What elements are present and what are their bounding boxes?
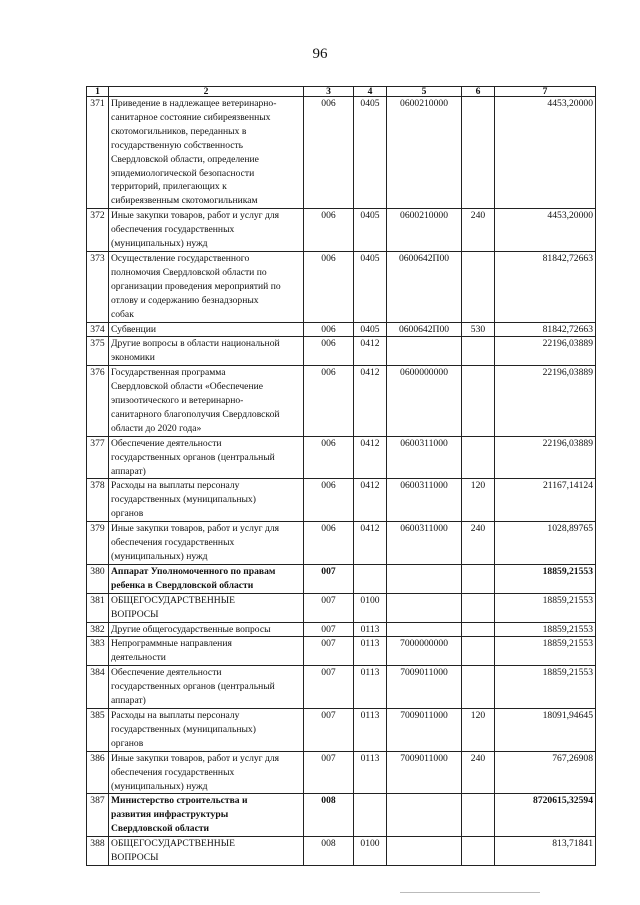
section-code-cell: 0113 bbox=[354, 622, 387, 637]
section-code-cell: 0412 bbox=[354, 366, 387, 437]
target-code-cell: 0600210000 bbox=[387, 97, 462, 209]
row-name-line: Иные закупки товаров, работ и услуг для bbox=[111, 210, 280, 222]
table-row bbox=[87, 794, 596, 837]
row-name-line: Непрограммные направления bbox=[111, 638, 232, 650]
section-code-cell: 0405 bbox=[354, 322, 387, 337]
ministry-code-cell: 006 bbox=[304, 209, 354, 252]
expense-type-cell: 240 bbox=[462, 522, 495, 565]
row-name-cell bbox=[109, 322, 304, 337]
ministry-code-cell: 006 bbox=[304, 337, 354, 366]
table-row bbox=[87, 337, 596, 366]
expense-type-cell bbox=[462, 622, 495, 637]
row-name-cell bbox=[109, 794, 304, 837]
amount-cell: 18859,21553 bbox=[495, 666, 596, 709]
budget-table bbox=[86, 86, 596, 866]
expense-type-cell: 120 bbox=[462, 708, 495, 751]
row-name-line: органов bbox=[111, 508, 144, 520]
ministry-code-cell: 006 bbox=[304, 522, 354, 565]
expense-type-cell bbox=[462, 436, 495, 479]
row-name-line: государственных органов (центральный bbox=[111, 681, 275, 693]
header-col-4: 4 bbox=[354, 87, 387, 97]
row-name-line: эпидемиологической безопасности bbox=[111, 167, 255, 179]
table-row bbox=[87, 708, 596, 751]
row-name-cell bbox=[109, 479, 304, 522]
row-name-line: (муниципальных) нужд bbox=[111, 238, 208, 250]
table-row bbox=[87, 436, 596, 479]
row-name-line: (муниципальных) нужд bbox=[111, 780, 208, 792]
row-name-line: Свердловской области bbox=[111, 823, 210, 835]
section-code-cell: 0113 bbox=[354, 637, 387, 666]
row-name-cell bbox=[109, 209, 304, 252]
expense-type-cell: 240 bbox=[462, 751, 495, 794]
target-code-cell: 0600642П00 bbox=[387, 251, 462, 322]
ministry-code-cell: 007 bbox=[304, 593, 354, 622]
row-number-cell: 375 bbox=[87, 337, 109, 366]
table-row bbox=[87, 666, 596, 709]
row-number-cell: 380 bbox=[87, 564, 109, 593]
row-name-line: Министерство строительства и bbox=[111, 795, 248, 807]
amount-cell: 18859,21553 bbox=[495, 622, 596, 637]
target-code-cell: 7009011000 bbox=[387, 751, 462, 794]
section-code-cell: 0405 bbox=[354, 97, 387, 209]
row-number-cell: 388 bbox=[87, 837, 109, 866]
table-row bbox=[87, 366, 596, 437]
row-number-cell: 382 bbox=[87, 622, 109, 637]
row-name-cell bbox=[109, 251, 304, 322]
row-number-cell: 374 bbox=[87, 322, 109, 337]
ministry-code-cell: 007 bbox=[304, 708, 354, 751]
row-number-cell: 371 bbox=[87, 97, 109, 209]
header-col-5: 5 bbox=[387, 87, 462, 97]
row-name-line: (муниципальных) нужд bbox=[111, 551, 208, 562]
page-number: 96 bbox=[312, 46, 328, 62]
row-name-line: Другие общегосударственные вопросы bbox=[111, 623, 271, 635]
row-name-line: сибиреязвенным скотомогильникам bbox=[111, 195, 258, 207]
table-row bbox=[87, 209, 596, 252]
table-row bbox=[87, 564, 596, 593]
table-row bbox=[87, 837, 596, 866]
row-name-line: собак bbox=[111, 308, 134, 320]
section-code-cell: 0405 bbox=[354, 251, 387, 322]
row-name-line: территорий, прилегающих к bbox=[111, 181, 227, 193]
section-code-cell: 0412 bbox=[354, 436, 387, 479]
row-name-cell bbox=[109, 337, 304, 366]
amount-cell: 22196,03889 bbox=[495, 366, 596, 437]
row-name-line: Обеспечение деятельности bbox=[111, 437, 222, 449]
amount-cell: 813,71841 bbox=[495, 837, 596, 866]
row-name-line: развития инфраструктуры bbox=[111, 809, 229, 821]
section-code-cell: 0100 bbox=[354, 837, 387, 866]
row-name-line: организации проведения мероприятий по bbox=[111, 280, 281, 292]
table-row bbox=[87, 637, 596, 666]
row-name-line: обеспечения государственных bbox=[111, 537, 235, 549]
row-number-cell: 385 bbox=[87, 708, 109, 751]
amount-cell: 4453,20000 bbox=[495, 97, 596, 209]
amount-cell: 81842,72663 bbox=[495, 251, 596, 322]
row-name-line: Расходы на выплаты персоналу bbox=[111, 709, 240, 721]
row-name-line: государственную собственность bbox=[111, 139, 244, 151]
row-name-line: обеспечения государственных bbox=[111, 224, 235, 236]
amount-cell: 767,26908 bbox=[495, 751, 596, 794]
row-name-line: ОБЩЕГОСУДАРСТВЕННЫЕ bbox=[111, 838, 235, 850]
row-number-cell: 377 bbox=[87, 436, 109, 479]
target-code-cell bbox=[387, 794, 462, 837]
expense-type-cell: 530 bbox=[462, 322, 495, 337]
row-name-cell bbox=[109, 622, 304, 637]
section-code-cell bbox=[354, 564, 387, 593]
amount-cell: 18859,21553 bbox=[495, 564, 596, 593]
row-name-cell bbox=[109, 564, 304, 593]
row-name-cell bbox=[109, 593, 304, 622]
amount-cell: 22196,03889 bbox=[495, 337, 596, 366]
ministry-code-cell: 007 bbox=[304, 751, 354, 794]
row-name-line: государственных (муниципальных) bbox=[111, 494, 256, 506]
row-name-cell bbox=[109, 522, 304, 565]
header-col-1: 1 bbox=[87, 87, 109, 97]
target-code-cell bbox=[387, 837, 462, 866]
row-name-cell bbox=[109, 436, 304, 479]
target-code-cell bbox=[387, 564, 462, 593]
row-name-line: Аппарат Уполномоченного по правам bbox=[111, 565, 276, 577]
row-name-line: ВОПРОСЫ bbox=[111, 608, 159, 620]
row-name-line: Иные закупки товаров, работ и услуг для bbox=[111, 752, 280, 764]
row-name-line: отлову и содержанию безнадзорных bbox=[111, 294, 259, 306]
table-row bbox=[87, 479, 596, 522]
row-number-cell: 381 bbox=[87, 593, 109, 622]
target-code-cell: 7000000000 bbox=[387, 637, 462, 666]
row-name-line: аппарат) bbox=[111, 465, 146, 477]
section-code-cell: 0113 bbox=[354, 666, 387, 709]
section-code-cell: 0412 bbox=[354, 337, 387, 366]
row-name-cell bbox=[109, 708, 304, 751]
amount-cell: 21167,14124 bbox=[495, 479, 596, 522]
section-code-cell: 0405 bbox=[354, 209, 387, 252]
ministry-code-cell: 008 bbox=[304, 794, 354, 837]
section-code-cell bbox=[354, 794, 387, 837]
row-number-cell: 379 bbox=[87, 522, 109, 565]
footer-divider bbox=[400, 892, 540, 893]
header-col-7: 7 bbox=[495, 87, 596, 97]
row-name-line: Свердловской области, определение bbox=[111, 153, 259, 165]
amount-cell: 22196,03889 bbox=[495, 436, 596, 479]
row-name-line: эпизоотического и ветеринарно- bbox=[111, 395, 244, 407]
row-name-line: экономики bbox=[111, 352, 155, 364]
table-body bbox=[87, 97, 596, 866]
row-number-cell: 387 bbox=[87, 794, 109, 837]
row-number-cell: 373 bbox=[87, 251, 109, 322]
row-name-line: области до 2020 года» bbox=[111, 422, 202, 434]
ministry-code-cell: 006 bbox=[304, 366, 354, 437]
row-name-cell bbox=[109, 666, 304, 709]
expense-type-cell bbox=[462, 337, 495, 366]
row-name-line: аппарат) bbox=[111, 695, 146, 707]
row-name-line: ребенка в Свердловской области bbox=[111, 579, 254, 591]
table-row bbox=[87, 522, 596, 565]
section-code-cell: 0113 bbox=[354, 751, 387, 794]
expense-type-cell bbox=[462, 593, 495, 622]
table-row bbox=[87, 751, 596, 794]
row-name-line: Другие вопросы в области национальной bbox=[111, 338, 280, 350]
ministry-code-cell: 006 bbox=[304, 479, 354, 522]
target-code-cell: 0600210000 bbox=[387, 209, 462, 252]
row-name-line: Иные закупки товаров, работ и услуг для bbox=[111, 523, 280, 535]
row-name-cell bbox=[109, 366, 304, 437]
header-col-6: 6 bbox=[462, 87, 495, 97]
row-name-line: санитарного благополучия Свердловской bbox=[111, 408, 280, 420]
row-name-line: Обеспечение деятельности bbox=[111, 667, 222, 679]
row-name-cell bbox=[109, 837, 304, 866]
table-row bbox=[87, 251, 596, 322]
row-name-line: Государственная программа bbox=[111, 367, 226, 379]
ministry-code-cell: 008 bbox=[304, 837, 354, 866]
expense-type-cell bbox=[462, 251, 495, 322]
row-name-line: обеспечения государственных bbox=[111, 766, 235, 778]
row-name-cell bbox=[109, 97, 304, 209]
table-row bbox=[87, 322, 596, 337]
section-code-cell: 0412 bbox=[354, 479, 387, 522]
section-code-cell: 0412 bbox=[354, 522, 387, 565]
target-code-cell: 0600311000 bbox=[387, 436, 462, 479]
ministry-code-cell: 007 bbox=[304, 666, 354, 709]
amount-cell: 81842,72663 bbox=[495, 322, 596, 337]
ministry-code-cell: 007 bbox=[304, 564, 354, 593]
header-col-2: 2 bbox=[109, 87, 304, 97]
expense-type-cell bbox=[462, 564, 495, 593]
row-name-line: полномочия Свердловской области по bbox=[111, 266, 267, 278]
row-name-line: государственных (муниципальных) bbox=[111, 723, 256, 735]
row-name-line: Приведение в надлежащее ветеринарно- bbox=[111, 98, 277, 109]
row-number-cell: 386 bbox=[87, 751, 109, 794]
expense-type-cell bbox=[462, 97, 495, 209]
row-name-line: органов bbox=[111, 737, 144, 749]
row-name-line: санитарное состояние сибиреязвенных bbox=[111, 111, 271, 123]
ministry-code-cell: 007 bbox=[304, 622, 354, 637]
ministry-code-cell: 006 bbox=[304, 97, 354, 209]
table-row bbox=[87, 622, 596, 637]
section-code-cell: 0113 bbox=[354, 708, 387, 751]
amount-cell: 18091,94645 bbox=[495, 708, 596, 751]
amount-cell: 4453,20000 bbox=[495, 209, 596, 252]
row-number-cell: 384 bbox=[87, 666, 109, 709]
expense-type-cell bbox=[462, 794, 495, 837]
row-name-line: ВОПРОСЫ bbox=[111, 852, 159, 864]
row-name-line: Субвенции bbox=[111, 323, 156, 335]
row-name-line: Осуществление государственного bbox=[111, 252, 250, 264]
target-code-cell: 7009011000 bbox=[387, 708, 462, 751]
target-code-cell bbox=[387, 593, 462, 622]
expense-type-cell bbox=[462, 366, 495, 437]
amount-cell: 1028,89765 bbox=[495, 522, 596, 565]
target-code-cell: 0600642П00 bbox=[387, 322, 462, 337]
target-code-cell: 0600000000 bbox=[387, 366, 462, 437]
target-code-cell: 7009011000 bbox=[387, 666, 462, 709]
expense-type-cell: 240 bbox=[462, 209, 495, 252]
section-code-cell: 0100 bbox=[354, 593, 387, 622]
row-name-line: Расходы на выплаты персоналу bbox=[111, 480, 240, 492]
ministry-code-cell: 006 bbox=[304, 251, 354, 322]
target-code-cell: 0600311000 bbox=[387, 479, 462, 522]
row-number-cell: 378 bbox=[87, 479, 109, 522]
row-name-line: государственных органов (центральный bbox=[111, 451, 275, 463]
target-code-cell bbox=[387, 337, 462, 366]
row-name-line: Свердловской области «Обеспечение bbox=[111, 381, 263, 393]
expense-type-cell bbox=[462, 837, 495, 866]
row-name-line: ОБЩЕГОСУДАРСТВЕННЫЕ bbox=[111, 594, 235, 606]
row-name-cell bbox=[109, 637, 304, 666]
expense-type-cell bbox=[462, 637, 495, 666]
header-col-3: 3 bbox=[304, 87, 354, 97]
row-number-cell: 376 bbox=[87, 366, 109, 437]
amount-cell: 18859,21553 bbox=[495, 593, 596, 622]
amount-cell: 8720615,32594 bbox=[495, 794, 596, 837]
target-code-cell bbox=[387, 622, 462, 637]
row-number-cell: 383 bbox=[87, 637, 109, 666]
ministry-code-cell: 006 bbox=[304, 322, 354, 337]
table-row bbox=[87, 97, 596, 209]
ministry-code-cell: 006 bbox=[304, 436, 354, 479]
target-code-cell: 0600311000 bbox=[387, 522, 462, 565]
table-row bbox=[87, 593, 596, 622]
row-name-line: деятельности bbox=[111, 652, 166, 664]
ministry-code-cell: 007 bbox=[304, 637, 354, 666]
table-header-row bbox=[87, 87, 596, 97]
row-name-line: скотомогильников, переданных в bbox=[111, 125, 247, 137]
row-number-cell: 372 bbox=[87, 209, 109, 252]
expense-type-cell: 120 bbox=[462, 479, 495, 522]
expense-type-cell bbox=[462, 666, 495, 709]
amount-cell: 18859,21553 bbox=[495, 637, 596, 666]
row-name-cell bbox=[109, 751, 304, 794]
